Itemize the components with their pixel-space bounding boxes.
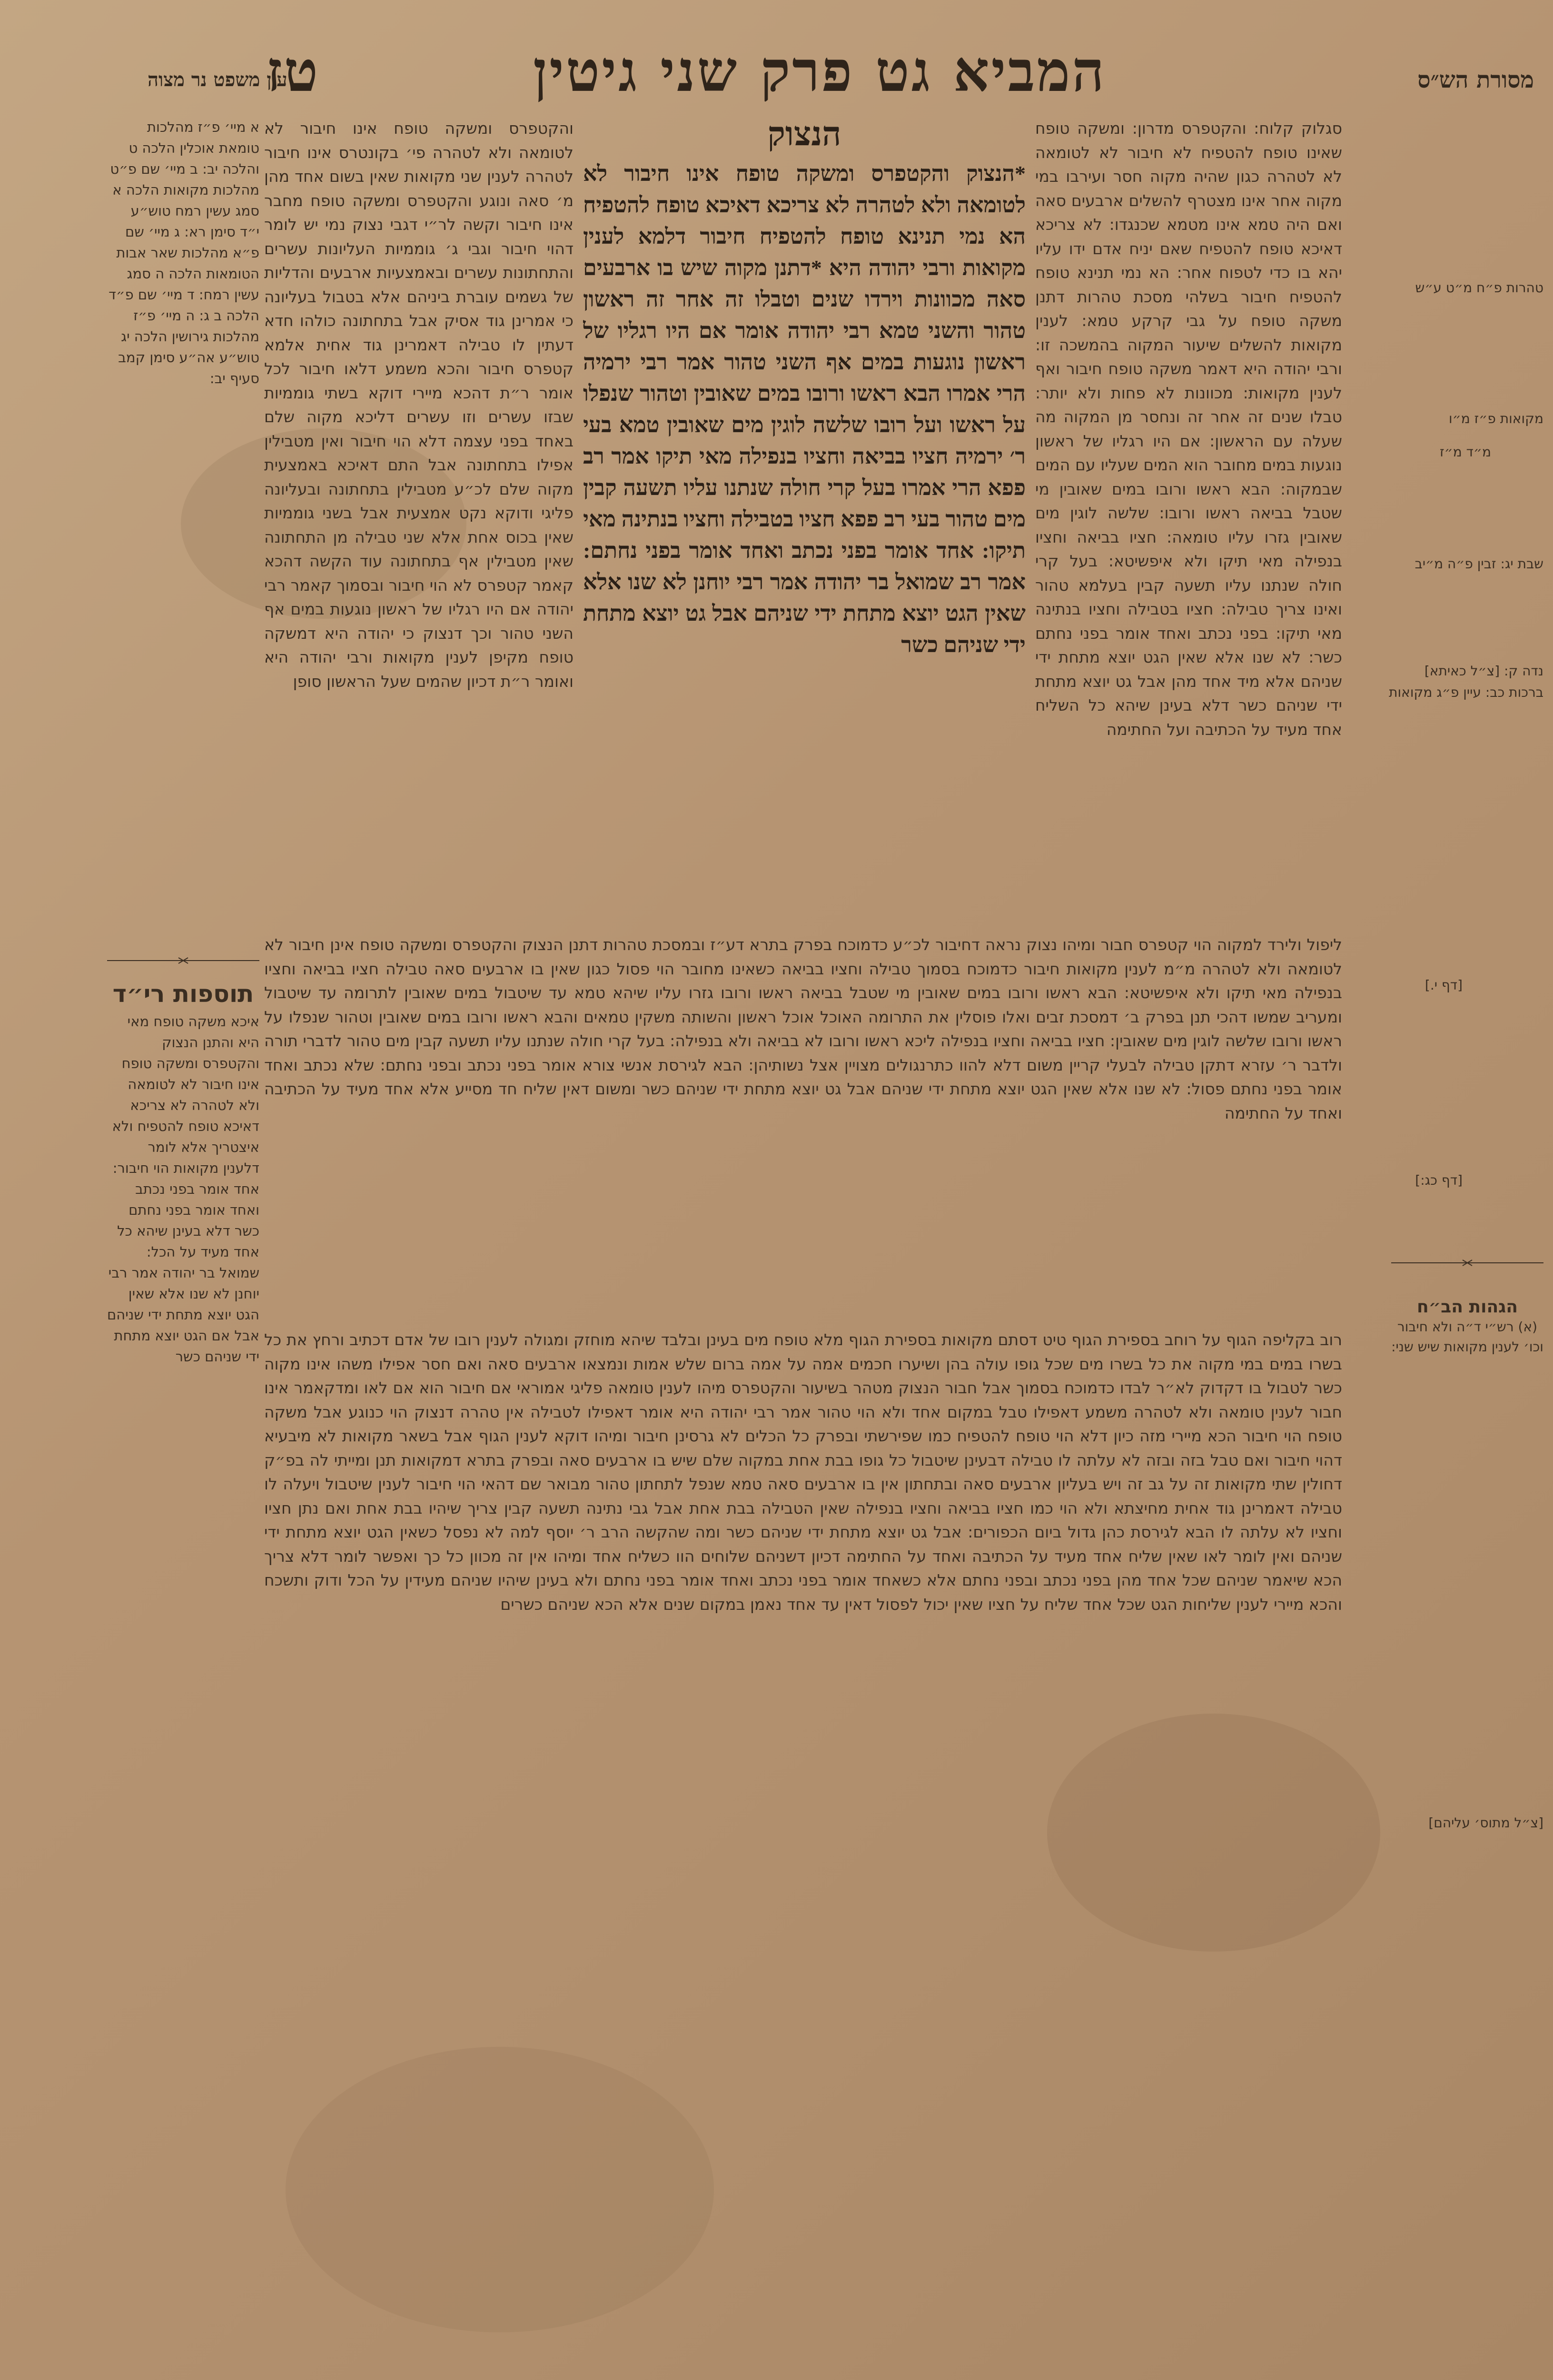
ornament-divider [107, 957, 259, 963]
ein-mishpat-text: א מיי׳ פ״ז מהלכות טומאת אוכלין הלכה ט והלכה יב: ב מיי׳ שם פ״ט מהלכות מקואות הלכה א סמג עשין רמח טוש״ע י״ד סימן רא: ג מיי׳ שם פ״א מהלכות שאר אבות הטומאות הלכה ה סמג עשין רמח: ד מיי׳ שם פ״ד הלכה ב ג: ה מיי׳ פ״ז מהלכות גירושין הלכה יג טוש״ע אה״ע סימן קמב סעיף יב: [109, 119, 259, 387]
header-ein-mishpat-title: עין משפט נר מצוה [148, 69, 287, 91]
page-header [0, 38, 1553, 109]
rashi-commentary-right [1035, 117, 1342, 928]
margin-note: שבת יג: זבין פ״ה מ״יב [1415, 556, 1543, 572]
tosafot-rid [107, 981, 259, 1409]
margin-note: ברכות כב: עיין פ״ג מקואות [1389, 684, 1543, 700]
margin-note: מ״ד מ״ז [1439, 444, 1491, 460]
hagahot-title: הגהות הב״ח [1416, 1297, 1518, 1317]
tosafot-bottom-text: רוב בקליפה הגוף על רוחב בספירת הגוף טיט דסתם מקואות בספירת הגוף מלא טופח מים בעינן ובלבד שיהא מוחזק ומגולה לענין רובו של אדם דכתיב ורחץ את כל בשרו במים במי מקוה את כל בשרו מים שכל גופו עולה בהן ושיערו חכמים אמה על אמה ברום שלש אמות ונמצאו ארבעים סאה ואם חסר אפילו משהו אינו מקוה כשר לטבול בו דקדוק לא״ר לבדו כדמוכח בסמוך אבל חבור הנצוק מטהר בשיעור והקטפרס מיהו לענין טומאה פליגי אמוראי אם חיבור הוא אם לאו ומדקאמר אינו חבור לענין טומאה ולא לטהרה משמע דאפילו טבל במקום אחד ולא הוי טהור אמר רבי יהודה היא אומר דאפילו לטבילה אין טהרה דנצוק הוי כנוגע אבל משקה טופח הוי חיבור הכא מיירי מזה כיון דלא הוי טופח להטפיח כמו שפירשתי ובפרק כל הכלים לא גרסינן חיבור ומיהו דוקא לענין הגוף אבל בשאר מקואות לא מיבעיא דהוי חיבור ואם טבל בזה ובזה לא עלתה לו טבילה דבעינן שיטבול כל גופו בבת אחת במקוה שלם שיש בו ארבעים סאה ובפרק בתרא דמקואות תנן ומייתי לה בפ״ק דחולין שתי מקואות זה על גב זה ויש בעליון ארבעים סאה ובתחתון אין בו ארבעים סאה טמא שנפל לתחתון טהור מבואר שם דהאי הוי חיבור לענין שיטבול ויעלה לו טבילה דאמרינן גוד אחית מחיצתא ולא הוי כמו חציו בביאה וחציו בנפילה שאין הטבילה בבת אחת אבל גבי נתינה תשעה קבין צריך שיהיו בבת אחת ואם נתן חציו וחציו לא עלתה לו הבא לגירסת כהן גדול ביום הכפורים: אבל גט יוצא מתחת ידי שניהם כשר ומה שהקשה הרב ר׳ יוסף למה לא נפסל כשאין הגט יוצא מתחת ידי שניהם ואין לומר לאו שאין שליח אחד מעיד על הכתיבה ואחד על החתימה דכיון דשניהם שלוחים הוו כשליח אחד ומיהו אין זה מכוון כל כך ואפשר לומר דלא צריך הכא שיאמר שניהם שכל אחד מהן בפני נכתב ובפני נחתם אלא כשאחד אומר בפני נכתב ואחד אומר בפני נחתם ולא בעינן שיהיו שניהם מעידין על הכל ודוק ותשכח והכא מיירי לענין שליחות הגט שכל אחד שליח על חציו שאין יכול לפסול דאין עד אחד נאמן במקום שנים אלא הכא שניהם כשרים [264, 1330, 1342, 1614]
margin-note: [דף כג:] [1415, 1172, 1463, 1188]
tosafot-rid-text: איכא משקה טופח מאי היא והתנן הנצוק והקטפרס ומשקה טופח אינו חיבור לא לטומאה ולא לטהרה לא צריכא דאיכא טופח להטפיח ולא איצטריך אלא לומר דלענין מקואות הוי חיבור: אחד אומר בפני נכתב ואחד אומר בפני נחתם כשר דלא בעינן שיהא כל אחד מעיד על הכל: שמואל בר יהודה אמר רבי יוחנן לא שנו אלא שאין הגט יוצא מתחת ידי שניהם אבל אם הגט יוצא מתחת ידי שניהם כשר [107, 1013, 259, 1365]
tosafot-commentary-bottom [264, 1328, 1342, 2059]
rashi-text: סגלוק קלוח: והקטפרס מדרון: ומשקה טופח שאינו טופח להטפיח לא חיבור לא לטומאה לא לטהרה כגון שהיה מקוה חסר ועירבו במי מקוה אחר אינו מצטרף להשלים ארבעים סאה ואם היה טמא אינו מטמא שכנגדו: לא צריכא דאיכא טופח להטפיח שאם יניח אדם ידו עליו יהא בו כדי לטפוח אחר: הא נמי תנינא טופח להטפיח חיבור בשלהי מסכת טהרות דתנן משקה טופח על גבי קרקע טמא: לענין מקואות להשלים שיעור המקוה בהמשכה זו: ורבי יהודה היא דאמר משקה טופח חיבור ואף לענין מקואות: מכוונות לא פחות ולא יותר: טבלו שנים זה אחר זה ונחסר מן המקוה מה שעלה עם הראשון: אם היו רגליו של ראשון נוגעות במים מחובר הוא המים שעליו עם המים שבמקוה: הבא ראשו ורובו במים שאובין מי שטבל בביאה ראשו ורובו: שלשה לוגין מים שאובין גזרו עליו טומאה: חציו בביאה וחציו בנפילה מאי תיקו ולא איפשיטא: בעל קרי חולה שנתנו עליו תשעה קבין בעלמא טהור ואינו צריך טבילה: חציו בטבילה וחציו בנתינה מאי תיקו: בפני נכתב ואחד אומר בפני נחתם כשר: לא שנו אלא שאין הגט יוצא מתחת ידי שניהם אלא מיד אחד מהן אבל גט יוצא מתחת ידי שניהם כשר דלא בעינן שיהא כל השליח אחד מעיד על הכתיבה ועל החתימה [1035, 119, 1342, 739]
header-chapter-title: המביא גט פרק שני גיטין [533, 38, 1107, 104]
tosafot-commentary-left [264, 117, 574, 928]
hagahot-text: (א) רש״י ד״ה ולא חיבור וכו׳ לענין מקואות שיש שני: [1391, 1319, 1543, 1355]
margin-note: נדה ק: [צ״ל כאיתא] [1424, 663, 1543, 679]
ornament-divider [1391, 1259, 1543, 1266]
rashi-bottom-text: ליפול ולירד למקוה הוי קטפרס חבור ומיהו נצוק נראה דחיבור לכ״ע כדמוכח בפרק בתרא דע״ז ובמסכת טהרות דתנן הנצוק והקטפרס ומשקה טופח אינן חיבור לא לטומאה ולא לטהרה מ״מ לענין מקואות חיבור כדמוכח בסמוך טבילה וחציו בביאה כשאינו מחובר הוי פסול כגון שאין בו ארבעים סאה טבילה חציו בביאה וחציו בנפילה מאי תיקו ולא איפשיטא: הבא ראשו ורובו במים שאובין מי שטבל בביאה ראשו ורובו גזרו עליו שיהא טמא עד שיטבול במים שאובין לתרומה עד שיטבול ומעריב שמשו דהכי תנן בפרק ב׳ דמסכת זבים ואלו פוסלין את התרומה האוכל אוכל ראשון והשותה משקין טמאים והבא ראשו ורובו במים שאובין וטהור שנפלו על ראשו ורובו שלשה לוגין מים שאובין: חציו בביאה וחציו בנפילה ליכא ראשו ורובו לא בביאה ולא בנפילה: בעל קרי חולה שנתנו עליו תשעה קבין מים טהור לדברי תורה ולדבר ר׳ עזרא דתקן טבילה לבעלי קריין משום דלא להוו כתרנגולים מצויין אצל נשותיהן: הבא לגירסת אנשי צורא אומר בפני נכתב ובפני נחתם: שלא נכתב ואחד אומר בפני נחתם פסול: לא שנו אלא שאין הגט יוצא מתחת ידי שניהם אבל גט יוצא מתחת ידי שניהם כשר ומשום דאין שליח חד מסייע אלא אחד מעיד על הכתיבה ואחד על החתימה [264, 935, 1342, 1122]
header-masoret-title: מסורת הש״ס [1417, 67, 1534, 93]
hagahot-habach [1391, 1297, 1543, 1357]
margin-note: [צ״ל מתוס׳ עליהם] [1428, 1815, 1543, 1831]
tosafot-text: והקטפרס ומשקה טופח אינו חיבור לא לטומאה ולא לטהרה פי׳ בקונטרס אינו חיבור לטהרה לענין שני מקואות שאין בשום אחד מהן מ׳ סאה ונוגע והקטפרס ומשקה טופח מחבר אינו חיבור וקשה לר״י דגבי נצוק נמי יש לומר דהוי חיבור וגבי ג׳ גוממיות העליונות עשרים והתחתונות עשרים ובאמצעיות ארבעים והדליות של גשמים עוברת ביניהם אלא בטבול בעליונה כי אמרינן גוד אסיק אבל בתחתונה כולהו חדא דעתין לו טבילה דאמרינן גוד אחית אלמא קטפרס חיבור והכא משמע דלאו חיבור לכל אומר ר״ת דהכא מיירי דוקא בשתי גוממיות שבזו עשרים וזו עשרים דליכא מקוה שלם באחד בפני עצמה דלא הוי חיבור ואין מטבילין אפילו בתחתונה אבל התם דאיכא באמצעית מקוה שלם לכ״ע מטבילין בתחתונה ובעליונה פליגי ודוקא נקט אמצעית אבל בשני גוממיות שאין בכוס אחת אלא שני טבילה מן התחתונה שאין מטבילין אף בתחתונה עוד הקשה דהכא קאמר קטפרס לא הוי חיבור ובסמוך קאמר רבי יהודה אם היו רגליו של ראשון נוגעות במים אף השני טהור וכך דנצוק כי יהודה היא דמשקה טופח מקיפן לענין מקואות ורבי יהודה היא ואומר ר״ת דכיון שהמים שעל הראשון סופן [264, 119, 574, 691]
margin-note: טהרות פ״ח מ״ט ע״ש [1415, 280, 1543, 296]
gemara-heading: הנצוק [767, 119, 841, 153]
gemara-body: *הנצוק והקטפרס ומשקה טופח אינו חיבור לא לטומאה ולא לטהרה לא צריכא דאיכא טופח להטפיח הא נמי תנינא טופח להטפיח חיבור דלמא לענין מקואות ורבי יהודה היא *דתנן מקוה שיש בו ארבעים סאה מכוונות וירדו שנים וטבלו זה אחר זה ראשון טהור והשני טמא רבי יהודה אומר אם היו רגליו של ראשון נוגעות במים אף השני טהור אמר רבי ירמיה הרי אמרו הבא ראשו ורובו במים שאובין וטהור שנפלו על ראשו ועל רובו שלשה לוגין מים שאובין טמא בעי ר׳ ירמיה חציו בביאה וחציו בנפילה מאי תיקו אמר רב פפא הרי אמרו בעל קרי חולה שנתנו עליו תשעה קבין מים טהור בעי רב פפא חציו בטבילה וחציו בנתינה מאי תיקו: אחד אומר בפני נכתב ואחד אומר בפני נחתם: אמר רב שמואל בר יהודה אמר רבי יוחנן לא שנו אלא שאין הגט יוצא מתחת ידי שניהם אבל גט יוצא מתחת ידי שניהם כשר [583, 161, 1026, 657]
margin-note: מקואות פ״ז מ״ו [1449, 411, 1543, 426]
tosafot-rid-title: תוספות רי״ד [112, 981, 254, 1008]
margin-note: [דף י.] [1424, 977, 1463, 993]
gemara-main-text [583, 119, 1026, 928]
rashi-commentary-bottom [264, 933, 1342, 1323]
header-folio-number: טז [267, 38, 320, 104]
ein-mishpat-notes [107, 117, 259, 564]
